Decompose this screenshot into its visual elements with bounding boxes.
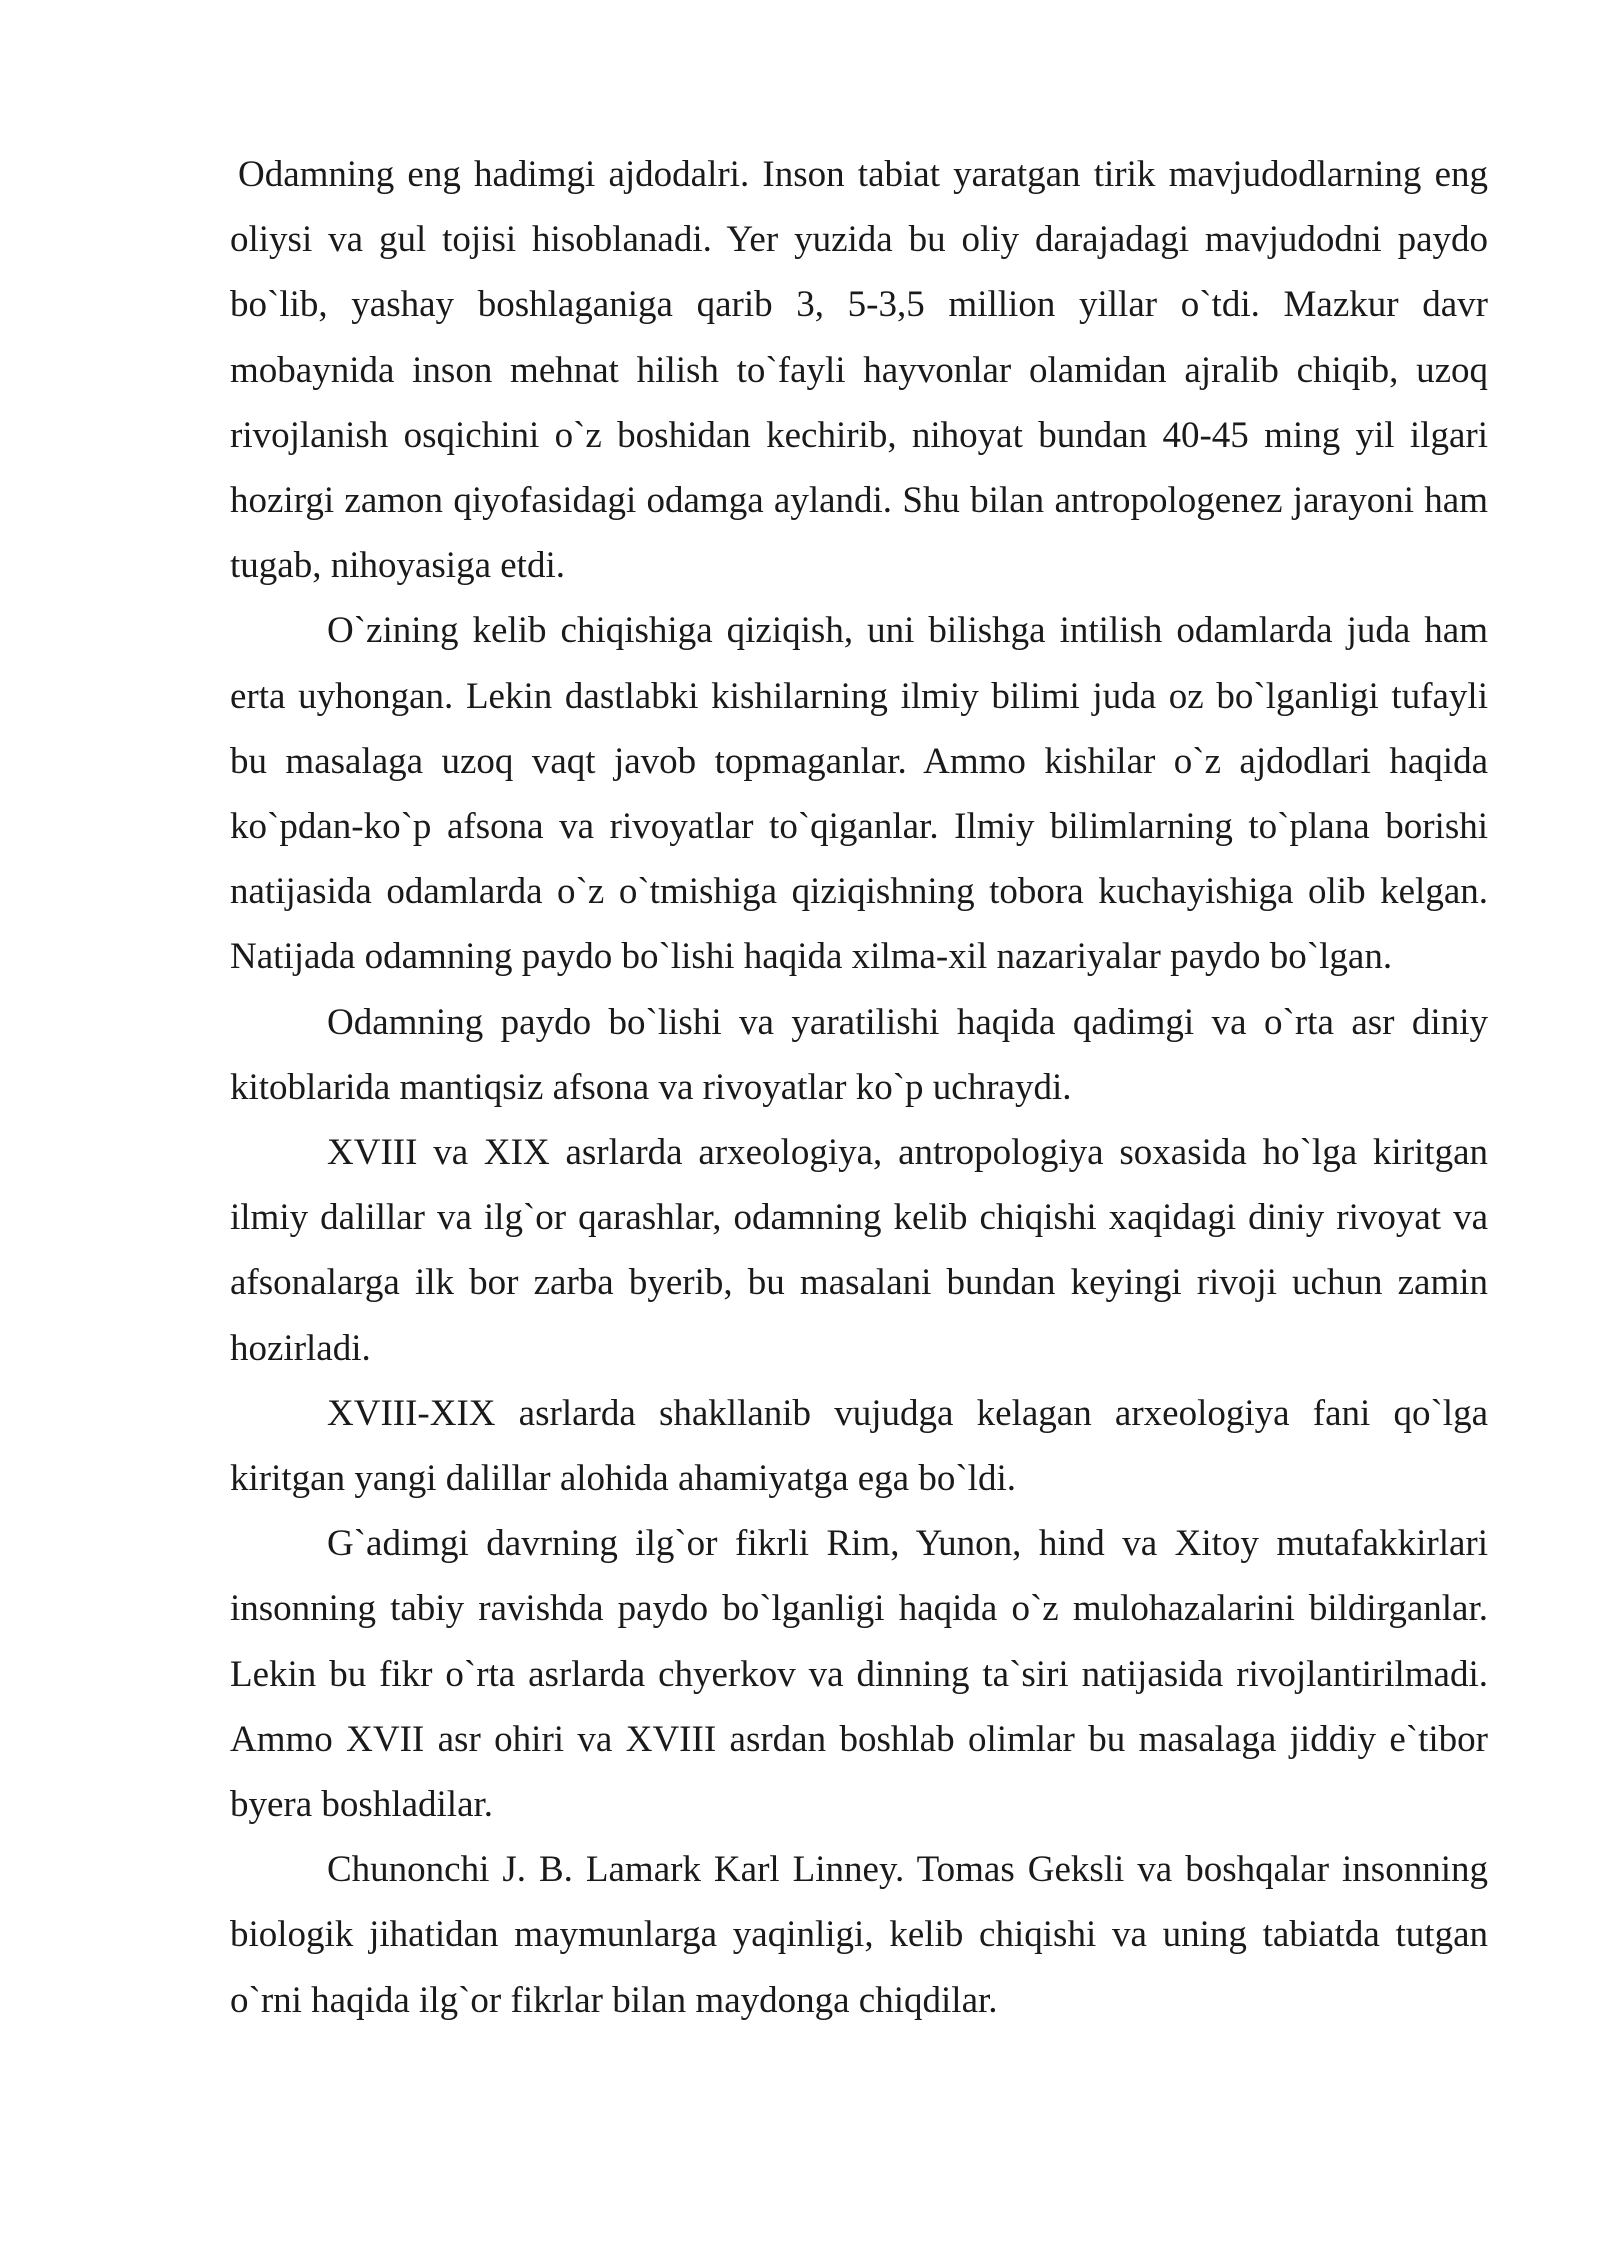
- paragraph-7: Chunonchi J. B. Lamark Karl Linney. Tomas Geksli va boshqalar insonning biologik jihatidan maymunlarga yaqinligi, kelib chiqishi va uning tabiatda tutgan o`rni haqida ilg`or fikrlar bilan maydonga chiqdilar.: [230, 1849, 1488, 2021]
- paragraph-2: O`zining kelib chiqishiga qiziqish, uni bilishga intilish odamlarda juda ham erta uyhongan. Lekin dastlabki kishilarning ilmiy bilimi juda oz bo`lganligi tufayli bu masalaga uzoq vaqt javob topmaganlar. Ammo kishilar o`z ajdodlari haqida ko`pdan-ko`p afsona va rivoyatlar to`qiganlar. Ilmiy bilimlarning to`plana borishi natijasida odamlarda o`z o`tmishiga qiziqishning tobora kuchayishiga olib kelgan. Natijada odamning paydo bo`lishi haqida xilma-xil nazariyalar paydo bo`lgan.: [230, 610, 1488, 978]
- body-text: [230, 142, 1488, 2033]
- paragraph-1: Odamning eng hadimgi ajdodalri. Inson tabiat yaratgan tirik mavjudodlarning eng oliysi va gul tojisi hisoblanadi. Yer yuzida bu oliy darajadagi mavjudodni paydo bo`lib, yashay boshlaganiga qarib 3, 5-3,5 million yillar o`tdi. Mazkur davr mobaynida inson mehnat hilish to`fayli hayvonlar olamidan ajralib chiqib, uzoq rivojlanish osqichini o`z boshidan kechirib, nihoyat bundan 40-45 ming yil ilgari hozirgi zamon qiyofasidagi odamga aylandi. Shu bilan antropologenez jarayoni ham tugab, nihoyasiga etdi.: [230, 154, 1488, 587]
- paragraph-3: Odamning paydo bo`lishi va yaratilishi haqida qadimgi va o`rta asr diniy kitoblarida mantiqsiz afsona va rivoyatlar ko`p uchraydi.: [230, 1001, 1488, 1108]
- paragraph-4: XVIII va XIX asrlarda arxeologiya, antropologiya soxasida ho`lga kiritgan ilmiy dalillar va ilg`or qarashlar, odamning kelib chiqishi xaqidagi diniy rivoyat va afsonalarga ilk bor zarba byerib, bu masalani bundan keyingi rivoji uchun zamin hozirladi.: [230, 1132, 1488, 1369]
- paragraph-6: G`adimgi davrning ilg`or fikrli Rim, Yunon, hind va Xitoy mutafakkirlari insonning tabiy ravishda paydo bo`lganligi haqida o`z mulohazalarini bildirganlar. Lekin bu fikr o`rta asrlarda chyerkov va dinning ta`siri natijasida rivojlantirilmadi. Ammo XVII asr ohiri va XVIII asrdan boshlab olimlar bu masalaga jiddiy e`tibor byera boshladilar.: [230, 1523, 1488, 1826]
- paragraph-5: XVIII-XIX asrlarda shakllanib vujudga kelagan arxeologiya fani qo`lga kiritgan yangi dalillar alohida ahamiyatga ega bo`ldi.: [230, 1392, 1488, 1500]
